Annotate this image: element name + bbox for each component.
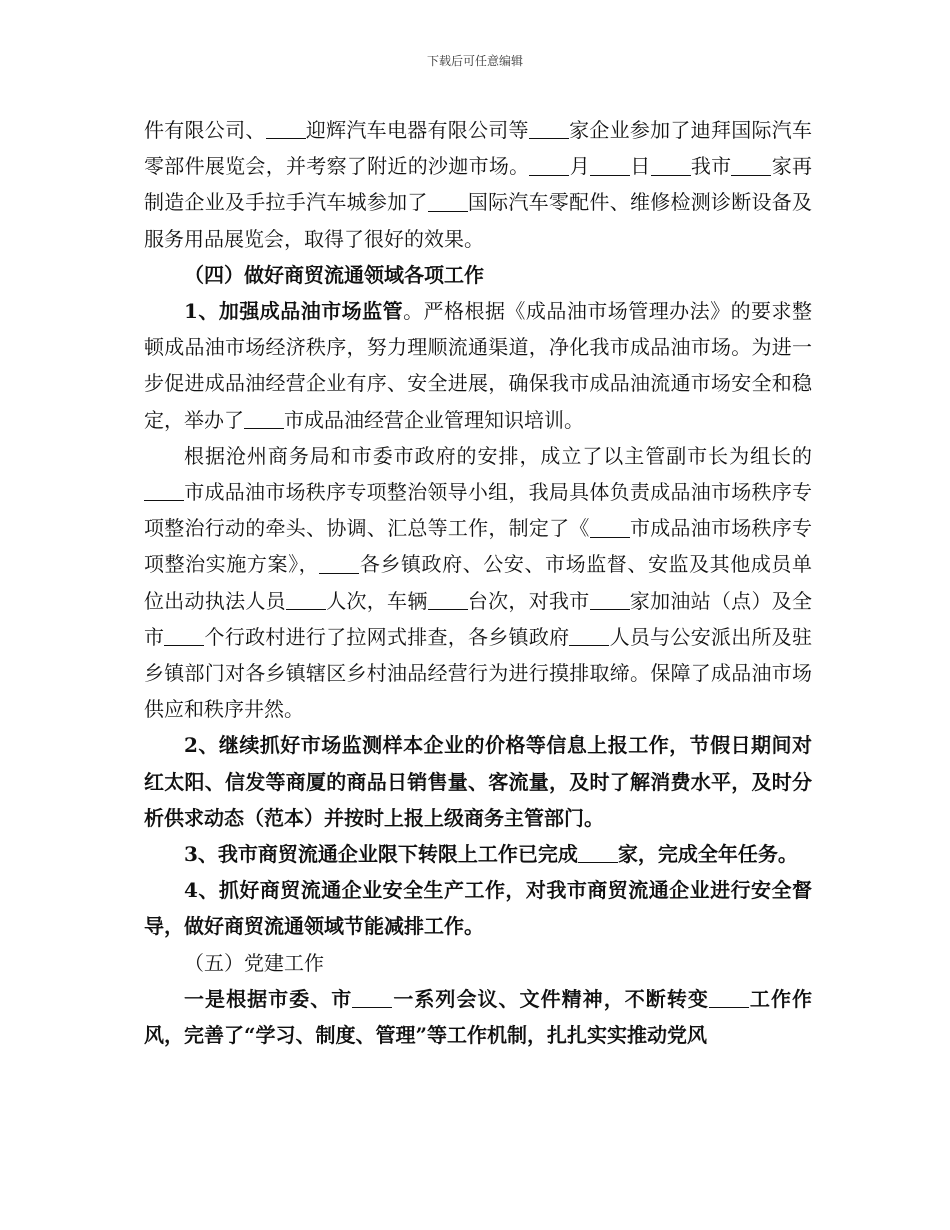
blank-fill-line xyxy=(590,589,630,610)
text-run: 1、加强成品油市场监管 xyxy=(184,299,404,324)
blank-fill-line xyxy=(164,625,204,646)
text-run: 家企业参加了迪拜国际汽车零部件展览会，并考察了附近的沙迦市场。 xyxy=(144,118,813,179)
blank-fill-line xyxy=(244,408,284,429)
text-run: 人员与公安派出所及驻乡镇部门对各乡镇辖区乡村油品经营行为进行摸排取缔。保障了成品油市场供应和秩序井然。 xyxy=(144,624,813,722)
blank-fill-line xyxy=(266,118,306,139)
blank-fill-line xyxy=(352,987,392,1008)
text-run: 市成品油经营企业管理知识培训。 xyxy=(284,407,584,432)
text-run: 家加油站（点）及全市 xyxy=(144,588,813,649)
text-run: 根据沧州商务局和市委市政府的安排，成立了以主管副市长为组长的 xyxy=(184,443,812,468)
text-run: 迎辉汽车电器有限公司等 xyxy=(305,118,529,142)
blank-fill-line xyxy=(144,480,184,501)
text-run: （四）做好商贸流通领域各项工作 xyxy=(184,262,484,287)
blank-fill-line xyxy=(428,589,468,610)
text-run: 日 xyxy=(630,154,651,179)
blank-fill-line xyxy=(428,191,468,212)
text-run: 2、继续抓好市场监测样本企业的价格等信息上报工作，节假日期间对红太阳、信发等商厦的商品日销售量、客流量，及时了解消费水平，及时分析供求动态（范本）并按时上报上级商务主管部门。 xyxy=(144,733,812,830)
paragraph xyxy=(144,981,812,1053)
paragraph xyxy=(144,872,812,944)
paragraph xyxy=(144,727,812,836)
text-run: 件有限公司、 xyxy=(144,118,266,142)
text-run: 台次，对我市 xyxy=(467,588,590,613)
text-run: （五）党建工作 xyxy=(184,950,324,975)
paragraph xyxy=(144,112,812,257)
text-run: 个行政村进行了拉网式排查，各乡镇政府 xyxy=(204,624,570,649)
paragraph xyxy=(144,438,812,728)
blank-fill-line xyxy=(578,842,618,863)
blank-fill-line xyxy=(590,517,630,538)
blank-fill-line xyxy=(569,625,609,646)
blank-fill-line xyxy=(529,118,569,139)
text-run: 一系列会议、文件精神，不断转变 xyxy=(392,986,709,1011)
text-run: 。严格根据《成品油市场管理办法》的要求整顿成品油市场经济秩序，努力理顺流通渠道，净化我市成品油市场。为进一步促进成品油经营企业有序、安全进展，确保我市成品油流通市场安全和稳定，举办了 xyxy=(144,299,812,432)
paragraph xyxy=(144,836,812,872)
text-run: 市成品油市场秩序专项整治实施方案》， xyxy=(144,516,813,577)
document-body xyxy=(144,112,812,1053)
blank-fill-line xyxy=(590,155,630,176)
blank-fill-line xyxy=(709,987,749,1008)
blank-fill-line xyxy=(286,589,326,610)
text-run: 3、我市商贸流通企业限下转限上工作已完成 xyxy=(184,842,578,867)
text-run: 市成品油市场秩序专项整治领导小组，我局具体负责成品油市场秩序专项整治行动的牵头、协调、汇总等工作，制定了《 xyxy=(144,480,812,541)
paragraph xyxy=(144,293,812,438)
blank-fill-line xyxy=(529,155,569,176)
text-run: 4、抓好商贸流通企业安全生产工作，对我市商贸流通企业进行安全督导，做好商贸流通领域节能减排工作。 xyxy=(144,878,812,939)
text-run: 人次，车辆 xyxy=(325,588,428,613)
text-run: 工作作风，完善了“学习、制度、管理”等工作机制，扎扎实实推动党风 xyxy=(144,986,813,1048)
text-run: 一是根据市委、市 xyxy=(184,986,353,1011)
section-heading xyxy=(144,945,812,981)
text-run: 月 xyxy=(569,154,591,179)
text-run: 国际汽车零配件、维修检测诊断设备及服务用品展览会，取得了很好的效果。 xyxy=(144,190,813,251)
blank-fill-line xyxy=(731,155,771,176)
text-run: 家再制造企业及手拉手汽车城参加了 xyxy=(144,154,813,215)
page-header: 下载后可任意编辑 xyxy=(426,54,523,68)
blank-fill-line xyxy=(319,553,359,574)
text-run: 我市 xyxy=(690,154,732,179)
section-heading xyxy=(144,257,812,293)
blank-fill-line xyxy=(651,155,691,176)
text-run: 家，完成全年任务。 xyxy=(617,842,798,867)
text-run: 各乡镇政府、公安、市场监督、安监及其他成员单位出动执法人员 xyxy=(144,552,813,613)
